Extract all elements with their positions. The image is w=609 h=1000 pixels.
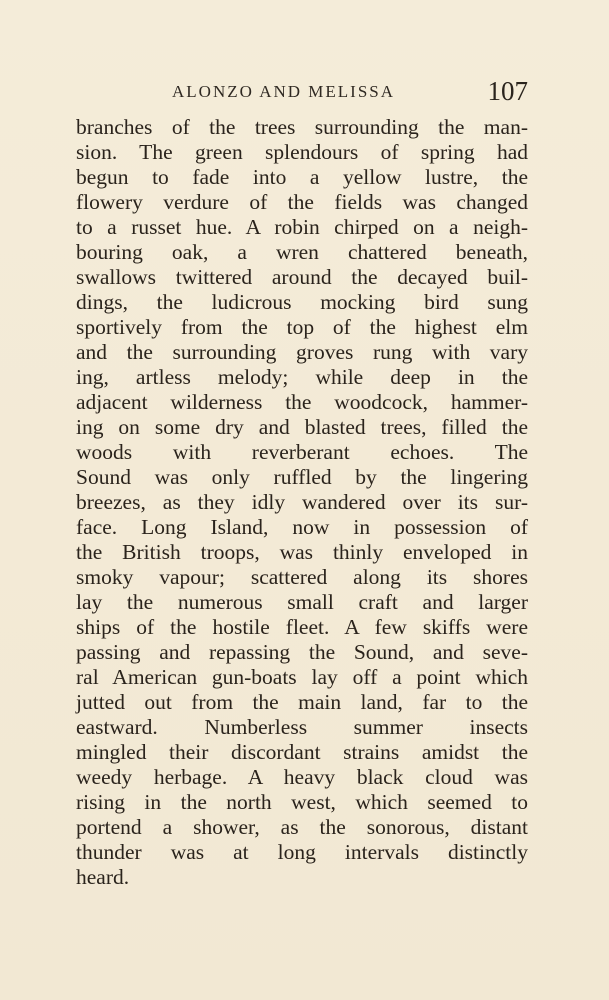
text-line: weedy herbage. A heavy black cloud was xyxy=(76,765,528,789)
text-line: passing and repassing the Sound, and seve- xyxy=(76,640,528,664)
text-line: ing, artless melody; while deep in the xyxy=(76,365,528,389)
text-line: ral American gun-boats lay off a point which xyxy=(76,665,528,689)
text-line: the British troops, was thinly enveloped in xyxy=(76,540,528,564)
text-line: adjacent wilderness the woodcock, hammer- xyxy=(76,390,528,414)
text-line: face. Long Island, now in possession of xyxy=(76,515,528,539)
text-line: rising in the north west, which seemed to xyxy=(76,790,528,814)
text-line: ships of the hostile fleet. A few skiffs were xyxy=(76,615,528,639)
text-line: dings, the ludicrous mocking bird sung xyxy=(76,290,528,314)
text-line: branches of the trees surrounding the man- xyxy=(76,115,528,139)
text-line: to a russet hue. A robin chirped on a neigh- xyxy=(76,215,528,239)
text-line: begun to fade into a yellow lustre, the xyxy=(76,165,528,189)
text-line: ing on some dry and blasted trees, filled the xyxy=(76,415,528,439)
text-line: mingled their discordant strains amidst the xyxy=(76,740,528,764)
text-line: eastward. Numberless summer insects xyxy=(76,715,528,739)
text-line: breezes, as they idly wandered over its sur- xyxy=(76,490,528,514)
running-title: ALONZO AND MELISSA xyxy=(172,82,395,101)
body-text xyxy=(76,115,528,890)
text-line: and the surrounding groves rung with vary xyxy=(76,340,528,364)
text-line: swallows twittered around the decayed buil- xyxy=(76,265,528,289)
text-line: Sound was only ruffled by the lingering xyxy=(76,465,528,489)
page-number: 107 xyxy=(487,76,528,106)
text-line: woods with reverberant echoes. The xyxy=(76,440,528,464)
text-line: flowery verdure of the fields was changed xyxy=(76,190,528,214)
text-line: sion. The green splendours of spring had xyxy=(76,140,528,164)
text-line: bouring oak, a wren chattered beneath, xyxy=(76,240,528,264)
text-line: jutted out from the main land, far to the xyxy=(76,690,528,714)
text-line: thunder was at long intervals distinctly xyxy=(76,840,528,864)
text-line: heard. xyxy=(76,865,130,889)
text-line: lay the numerous small craft and larger xyxy=(76,590,528,614)
text-line: sportively from the top of the highest elm xyxy=(76,315,528,339)
text-line: portend a shower, as the sonorous, distant xyxy=(76,815,528,839)
running-head xyxy=(76,76,528,108)
text-line: smoky vapour; scattered along its shores xyxy=(76,565,528,589)
